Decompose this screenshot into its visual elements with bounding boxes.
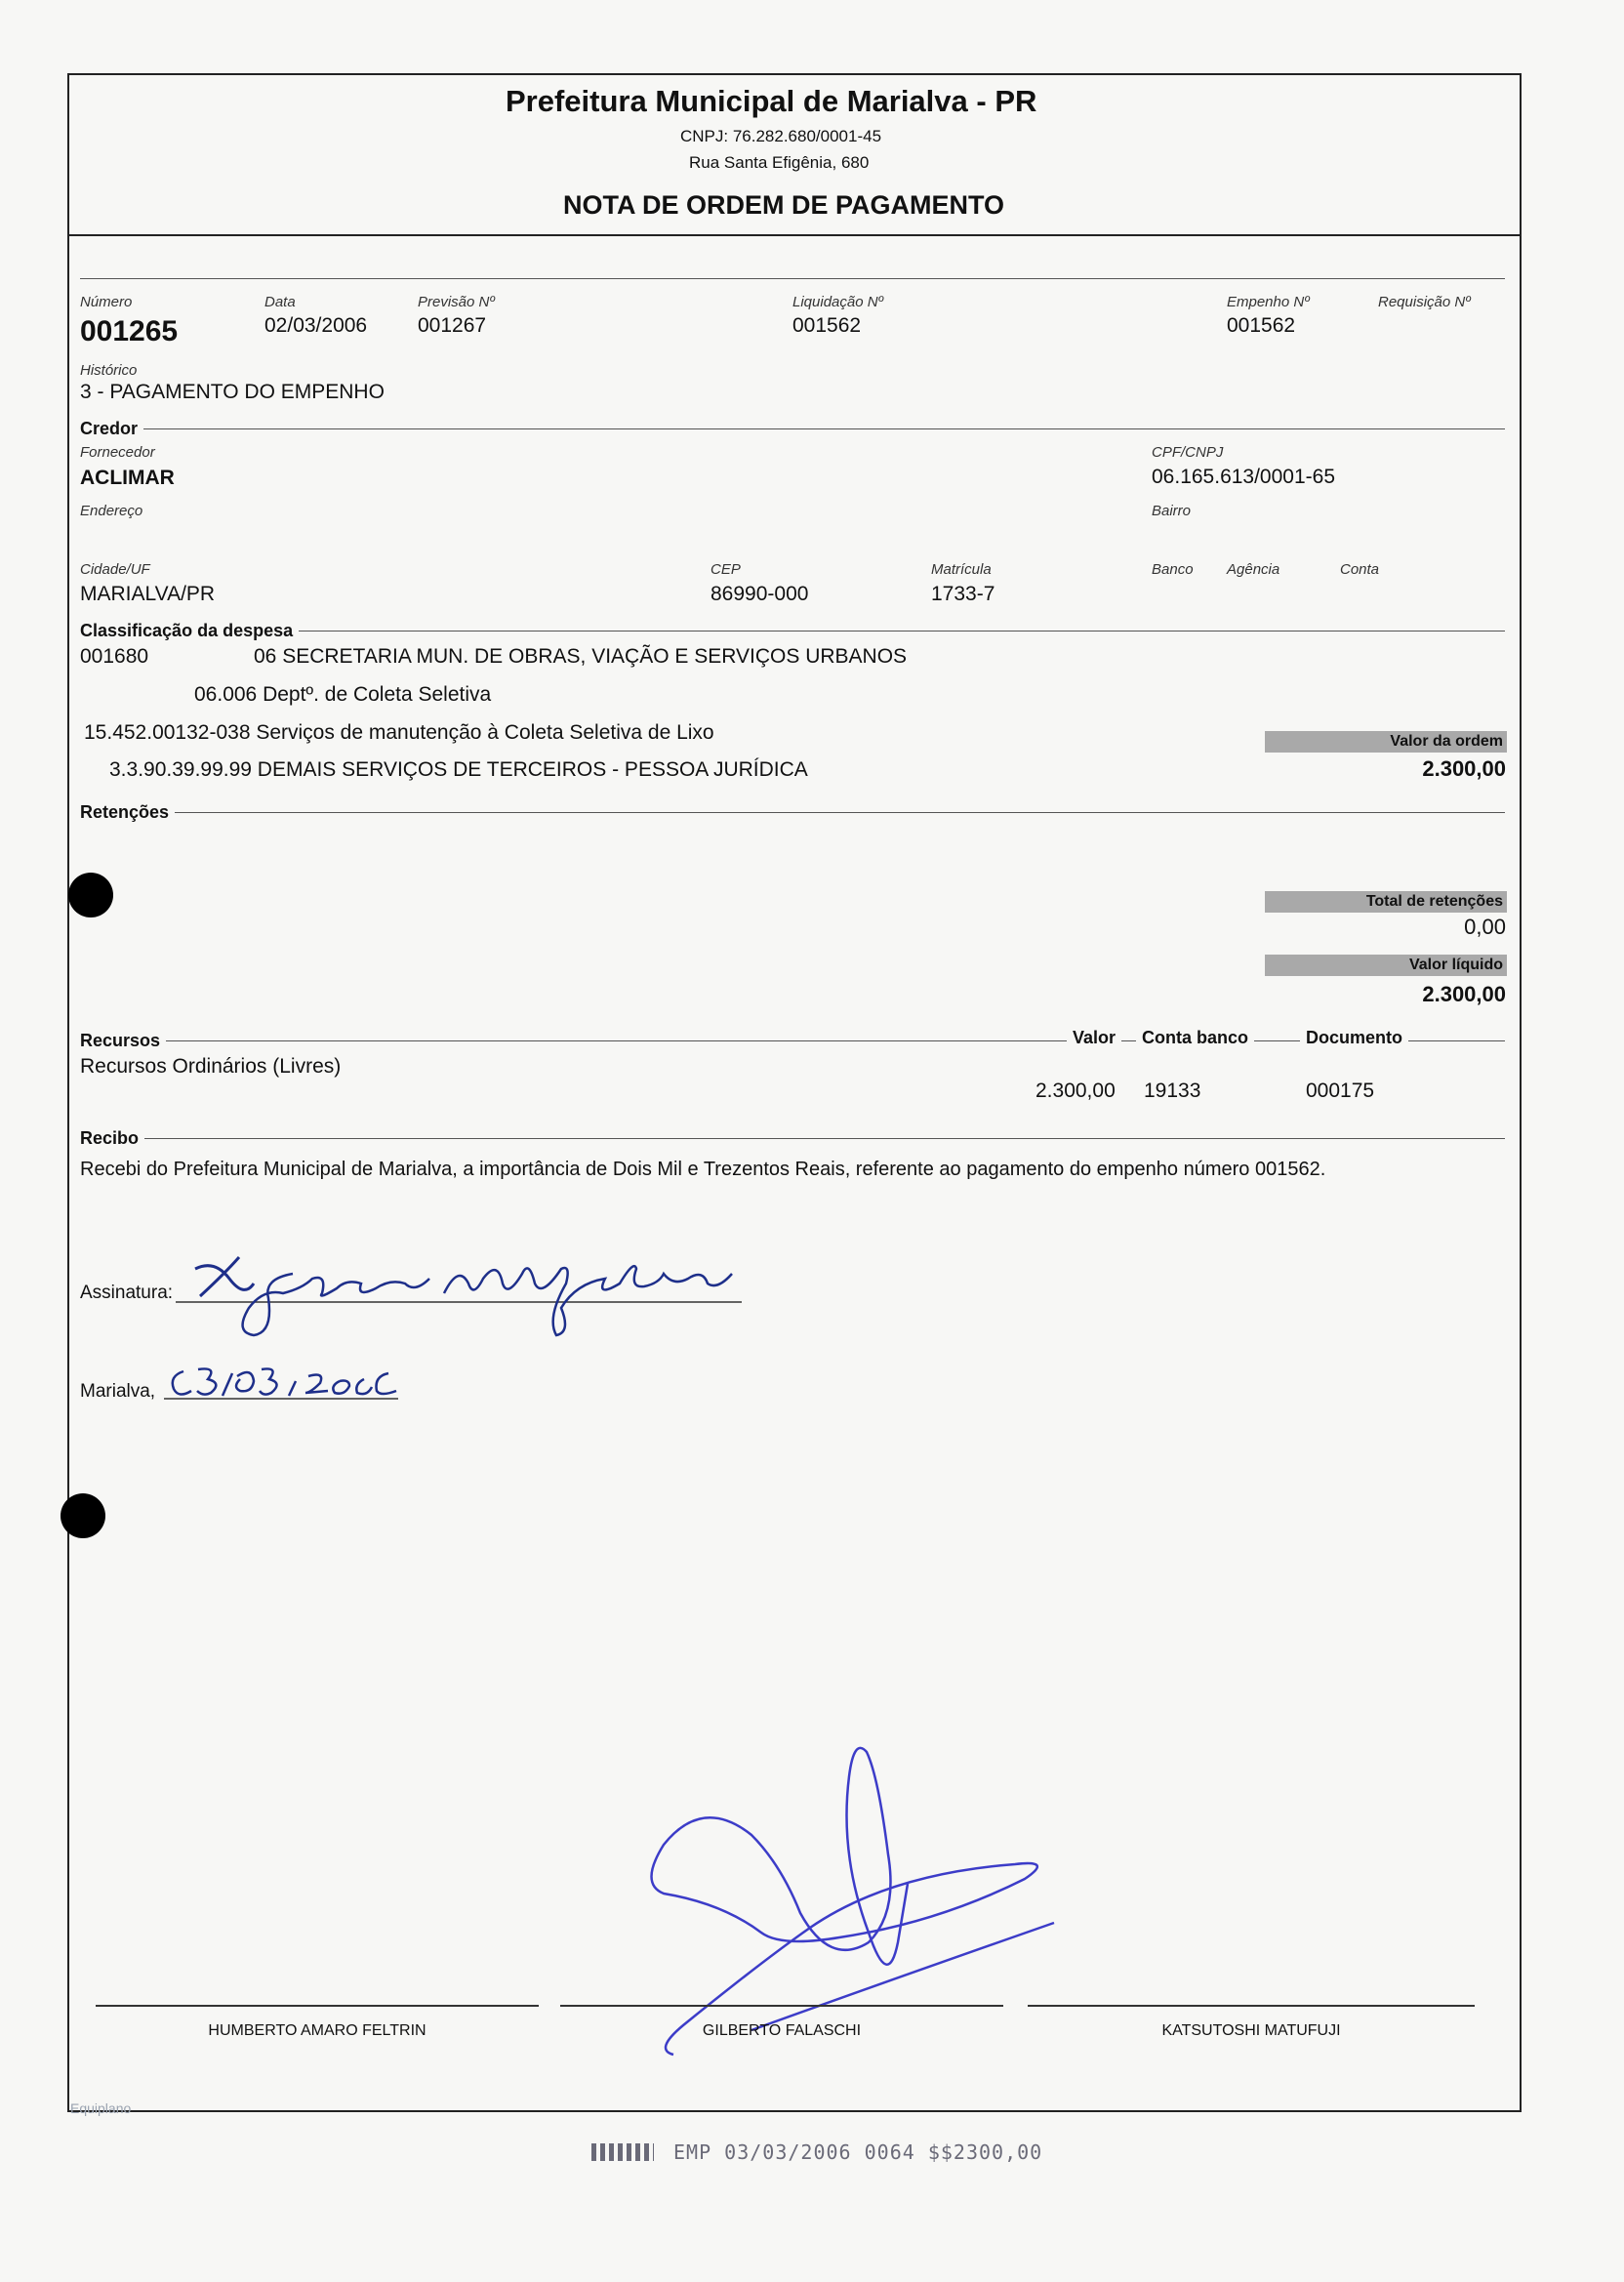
historico-label: Histórico [80, 362, 138, 379]
previsao-label: Previsão Nº [418, 294, 495, 310]
recibo-text: Recebi do Prefeitura Municipal de Marialva, a importância de Dois Mil e Trezentos Reais, referente ao pagamento do empenho número 001562. [80, 1159, 1326, 1180]
total-retencoes-label: Total de retenções [1265, 891, 1507, 913]
org-name: Prefeitura Municipal de Marialva - PR [506, 84, 1037, 118]
cep-value: 86990-000 [710, 583, 809, 605]
punch-hole-top [68, 873, 113, 917]
cidade-label: Cidade/UF [80, 561, 150, 578]
liquidacao-label: Liquidação Nº [792, 294, 884, 310]
signature-line-3 [1028, 2005, 1475, 2007]
agencia-label: Agência [1227, 561, 1280, 578]
cidade-value: MARIALVA/PR [80, 583, 216, 605]
classificacao-line1: 06 SECRETARIA MUN. DE OBRAS, VIAÇÃO E SERVIÇOS URBANOS [254, 645, 908, 668]
requisicao-label: Requisição Nº [1378, 294, 1471, 310]
valor-liquido-label: Valor líquido [1265, 955, 1507, 976]
recursos-valor: 2.300,00 [1035, 1080, 1116, 1102]
cpf-value: 06.165.613/0001-65 [1152, 466, 1336, 488]
fornecedor-label: Fornecedor [80, 444, 155, 461]
classificacao-section: Classificação da despesa [80, 621, 299, 641]
handwritten-date [164, 1352, 418, 1410]
data-label: Data [264, 294, 296, 310]
liquidacao-value: 001562 [792, 314, 862, 337]
matricula-value: 1733-7 [931, 583, 995, 605]
recursos-conta: 19133 [1144, 1080, 1201, 1102]
empenho-value: 001562 [1227, 314, 1296, 337]
local-label: Marialva, [80, 1381, 156, 1402]
total-retencoes-value: 0,00 [1464, 915, 1506, 939]
signatory-3: KATSUTOSHI MATUFUJI [1161, 2022, 1341, 2039]
recursos-documento: 000175 [1306, 1080, 1375, 1102]
credor-section: Credor [80, 419, 143, 439]
banco-label: Banco [1152, 561, 1194, 578]
assinatura-label: Assinatura: [80, 1283, 174, 1303]
official-signature [644, 1737, 1074, 2059]
recibo-section: Recibo [80, 1128, 144, 1149]
retencoes-section: Retenções [80, 802, 175, 823]
valor-liquido-value: 2.300,00 [1422, 982, 1506, 1006]
conta-label: Conta [1340, 561, 1380, 578]
recursos-description: Recursos Ordinários (Livres) [80, 1055, 342, 1078]
stamp-mark-icon [591, 2143, 654, 2161]
handwritten-signature [176, 1240, 781, 1347]
numero-value: 001265 [80, 315, 179, 347]
header-divider [67, 234, 1522, 236]
order-divider [80, 278, 1505, 279]
data-value: 02/03/2006 [264, 314, 368, 337]
cep-label: CEP [710, 561, 741, 578]
punch-hole-bottom [61, 1493, 105, 1538]
recursos-section: Recursos [80, 1031, 166, 1051]
org-cnpj: CNPJ: 76.282.680/0001-45 [680, 127, 882, 145]
doc-title: NOTA DE ORDEM DE PAGAMENTO [563, 190, 1005, 220]
bairro-label: Bairro [1152, 503, 1192, 519]
historico-value: 3 - PAGAMENTO DO EMPENHO [80, 381, 385, 403]
software-watermark: Equiplano [70, 2100, 132, 2116]
endereco-label: Endereço [80, 503, 143, 519]
classificacao-line2: 06.006 Deptº. de Coleta Seletiva [194, 683, 492, 706]
documento-header: Documento [1300, 1028, 1408, 1048]
signatory-2: GILBERTO FALASCHI [702, 2022, 862, 2039]
valor-ordem-label: Valor da ordem [1265, 731, 1507, 753]
empenho-label: Empenho Nº [1227, 294, 1310, 310]
classificacao-line3: 15.452.00132-038 Serviços de manutenção à Coleta Seletiva de Lixo [84, 721, 714, 744]
org-address: Rua Santa Efigênia, 680 [689, 153, 870, 172]
valor-ordem-value: 2.300,00 [1422, 756, 1506, 781]
signatory-1: HUMBERTO AMARO FELTRIN [208, 2022, 426, 2039]
signature-line-1 [96, 2005, 539, 2007]
classificacao-line4: 3.3.90.39.99.99 DEMAIS SERVIÇOS DE TERCEIROS - PESSOA JURÍDICA [109, 758, 808, 781]
valor-header: Valor [1067, 1028, 1121, 1048]
conta-banco-header: Conta banco [1136, 1028, 1254, 1048]
bank-stamp: EMP 03/03/2006 0064 $$2300,00 [673, 2140, 1043, 2164]
recibo-divider [80, 1138, 1505, 1139]
classificacao-code: 001680 [80, 645, 149, 668]
signature-line-2 [560, 2005, 1003, 2007]
recursos-divider [80, 1040, 1505, 1041]
numero-label: Número [80, 294, 133, 310]
retencoes-divider [80, 812, 1505, 813]
fornecedor-value: ACLIMAR [80, 467, 175, 489]
cpf-label: CPF/CNPJ [1152, 444, 1224, 461]
matricula-label: Matrícula [931, 561, 992, 578]
credor-divider [80, 428, 1505, 429]
previsao-value: 001267 [418, 314, 487, 337]
